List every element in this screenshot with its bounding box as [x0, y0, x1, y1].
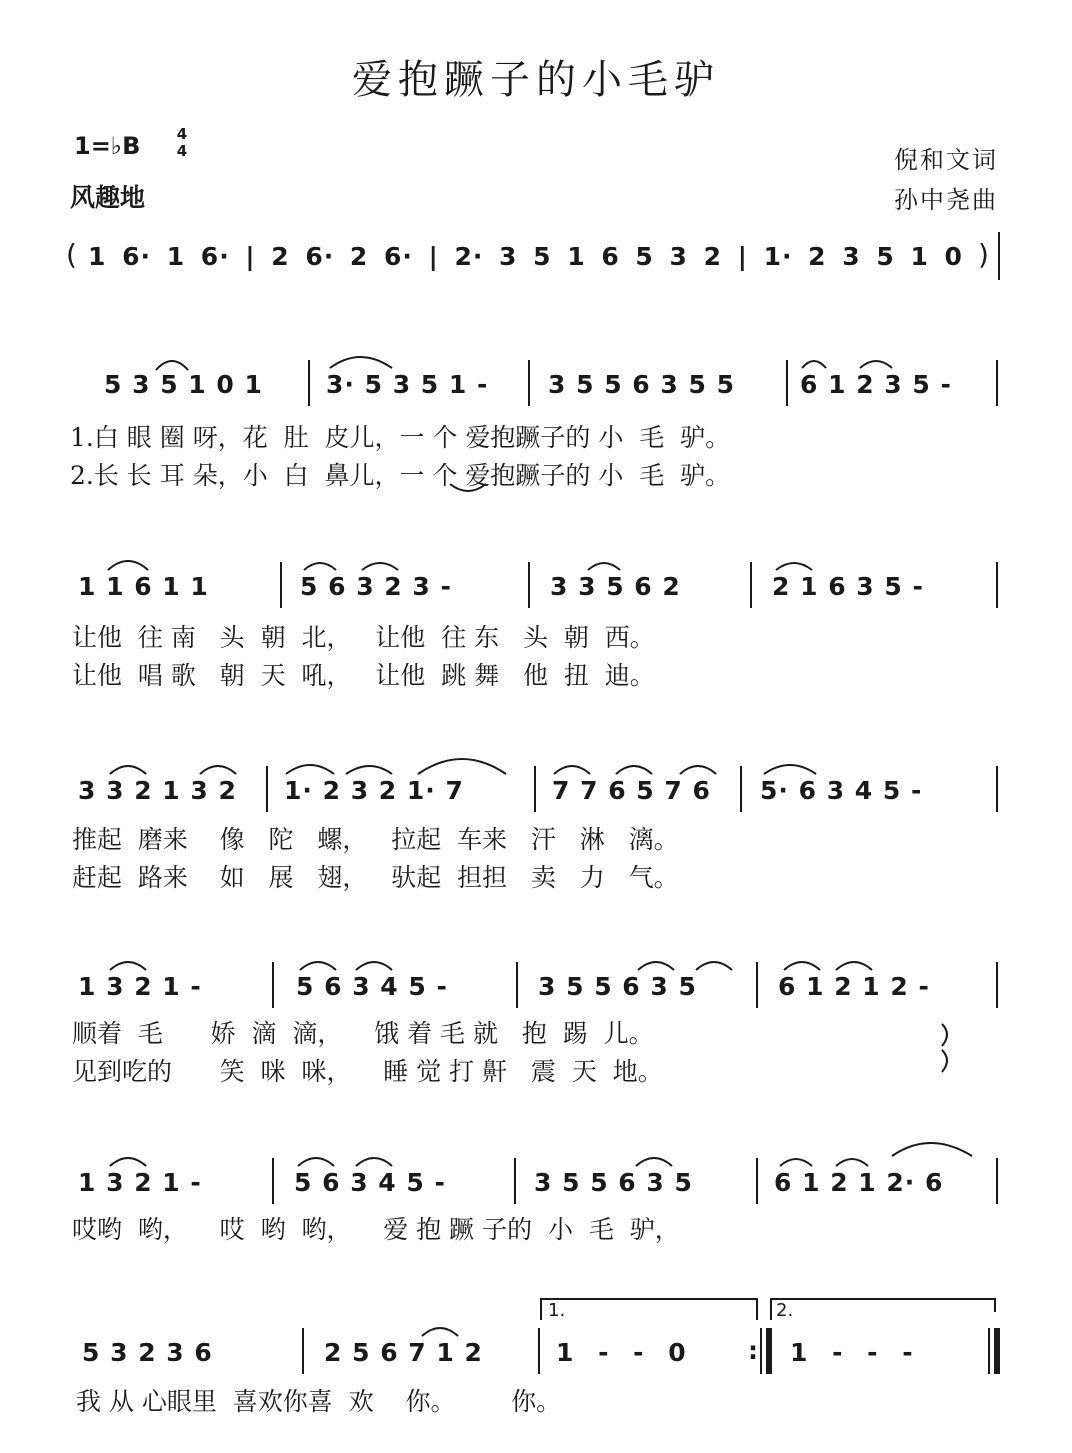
line2-measure1: 1 1 6 1 1 — [78, 572, 209, 601]
line1-verse1-lyrics: 1.白 眼 圈 呀，花 肚 皮儿，一 个 爱抱蹶子的 小 毛 驴。 — [70, 423, 731, 452]
line3-measure4: 5· 6 3 4 5 - — [760, 776, 923, 805]
slur — [200, 766, 236, 774]
slur — [680, 766, 716, 774]
line2-measure4: 2 1 6 3 5 - — [772, 572, 924, 601]
composer-credit: 孙中尧曲 — [894, 186, 998, 214]
slur — [356, 1158, 392, 1166]
line2-measure3: 3 3 5 6 2 — [550, 572, 681, 601]
slur — [776, 563, 812, 570]
slur — [588, 563, 620, 570]
slur — [784, 962, 820, 970]
time-signature-top: 4 — [176, 125, 188, 143]
slur — [554, 766, 590, 774]
line1-measure1: 5 3 5 1 0 1 — [104, 370, 263, 399]
line2-measure2: 5 6 3 2 3 - — [300, 572, 452, 601]
slur — [802, 361, 826, 368]
slur — [418, 759, 506, 774]
line4-measure3: 3 5 5 6 3 5 — [538, 972, 697, 1001]
line3-measure3: 7 7 6 5 7 6 — [552, 776, 711, 805]
line4-measure4: 6 1 2 1 2 - — [778, 972, 930, 1001]
line4-verse1-lyrics: 顺着 毛 娇 滴 滴， 饿 着 毛 就 抱 踢 儿。 — [72, 1019, 654, 1048]
line5-measure3: 3 5 5 6 3 5 — [534, 1168, 693, 1197]
slur — [300, 962, 336, 970]
line4-measure2: 5 6 3 4 5 - — [296, 972, 448, 1001]
song-title: 爱抱蹶子的小毛驴 — [352, 57, 720, 103]
line6-ending1-notes: 1 - - 0 — [556, 1338, 687, 1367]
line2-verse1-lyrics: 让他 往 南 头 朝 北， 让他 往 东 头 朝 西。 — [72, 623, 655, 652]
slur — [356, 962, 392, 970]
line1-measure2: 3· 5 3 5 1 - — [326, 370, 489, 399]
slur — [636, 1158, 672, 1166]
slur — [330, 357, 392, 368]
line3-verse2-lyrics: 赶起 路来 如 展 翅， 驮起 担担 卖 力 气。 — [72, 863, 679, 892]
line3-verse1-lyrics: 推起 磨来 像 陀 螺， 拉起 车来 汗 淋 漓。 — [72, 825, 679, 854]
line1-measure3: 3 5 5 6 3 5 5 — [548, 370, 735, 399]
line5-lyrics: 哎哟 哟， 哎 哟 哟， 爱 抱 蹶 子的 小 毛 驴， — [72, 1215, 680, 1244]
volta2-label: 2. — [776, 1300, 794, 1321]
line6-measure1: 5 3 2 3 6 — [82, 1338, 213, 1367]
slur — [108, 561, 148, 570]
line3-measure1: 3 3 2 1 3 2 — [78, 776, 237, 805]
slur — [638, 962, 674, 970]
slur — [346, 766, 392, 774]
line5-measure4: 6 1 2 1 2· 6 — [774, 1168, 944, 1197]
tempo-marking: 风趣地 — [70, 183, 146, 212]
volta1-label: 1. — [548, 1300, 566, 1321]
lyricist-credit: 倪和文词 — [894, 146, 998, 174]
slur — [286, 765, 334, 774]
slur — [780, 1159, 812, 1166]
slur — [156, 361, 188, 370]
line1-verse2-lyrics: 2.长 长 耳 朵，小 白 鼻儿，一 个 爱抱蹶子的 小 毛 驴。 — [70, 461, 731, 490]
line4-verse2-lyrics: 见到吃的 笑 咪 咪， 睡 觉 打 鼾 震 天 地。 — [72, 1057, 663, 1086]
slur — [942, 1024, 947, 1046]
time-signature-bottom: 4 — [176, 142, 188, 160]
slur — [422, 1328, 458, 1336]
repeat-dots: : — [748, 1336, 759, 1365]
line5-measure2: 5 6 3 4 5 - — [294, 1168, 446, 1197]
slur — [764, 765, 816, 774]
line4-measure1: 1 3 2 1 - — [78, 972, 202, 1001]
line5-measure1: 1 3 2 1 - — [78, 1168, 202, 1197]
slur — [836, 962, 872, 970]
key-signature: 1=♭B — [74, 132, 141, 160]
slur — [110, 766, 146, 774]
slur — [110, 962, 146, 970]
line6-ending2-notes: 1 - - - — [790, 1338, 914, 1367]
intro-open-paren: ( — [66, 238, 77, 271]
line2-verse2-lyrics: 让他 唱 歌 朝 天 吼， 让他 跳 舞 他 扭 迪。 — [72, 661, 655, 690]
slur — [110, 1158, 146, 1166]
slur — [836, 1159, 868, 1166]
line6-measure2: 2 5 6 7 1 2 — [324, 1338, 483, 1367]
slur — [696, 962, 732, 970]
line1-measure4: 6 1 2 3 5 - — [800, 370, 952, 399]
intro-close-paren: ) — [978, 238, 989, 271]
intro-notes: 1 6· 1 6· | 2 6· 2 6· | 2· 3 5 1 6 5 3 2 | 1· 2 3 5 1 0 — [88, 242, 963, 271]
slur — [892, 1143, 972, 1156]
slur — [616, 766, 652, 774]
slur — [942, 1050, 947, 1072]
line3-measure2: 1· 2 3 2 1· 7 — [284, 776, 464, 805]
slur — [304, 563, 336, 570]
slur — [860, 361, 892, 368]
slur — [298, 1158, 334, 1166]
slur — [450, 484, 486, 491]
slur — [362, 563, 398, 570]
line6-lyrics: 我 从 心眼里 喜欢你喜 欢 你。 你。 — [76, 1387, 562, 1416]
